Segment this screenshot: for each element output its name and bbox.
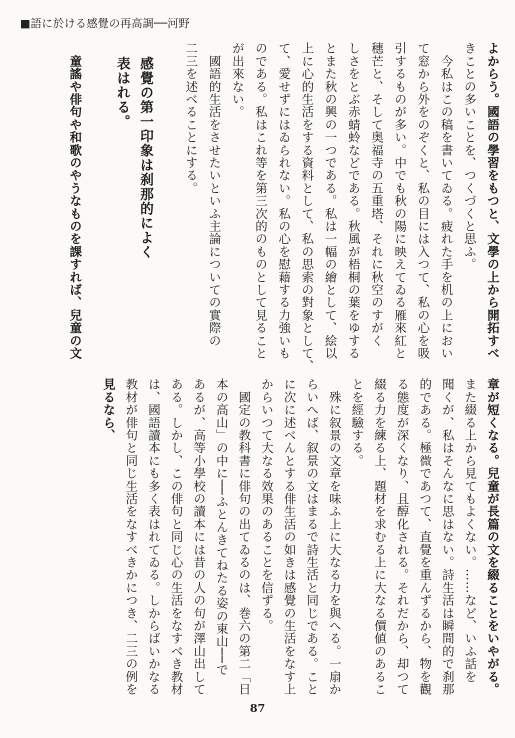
text-column: らいへば、叙景の文はまるで詩生活と同じである。こと [305, 378, 320, 696]
text-column: 引するものが多い。中でも秋の陽に映えてゐる雁來紅と [393, 42, 408, 360]
text-column: 感覺の第一印象は刹那的によく [137, 42, 153, 260]
text-column: は、國語讀本にも多く表はれてゐる。しからばいかなる [147, 378, 161, 696]
text-column: 國語的生活をさせたいといふ主論についての實際の [207, 42, 222, 347]
text-column: からいつて大なる效果のあることを信ずる。 [260, 378, 274, 632]
text-column: 章が短くなる。兒童が長篇の文を綴ることをいやがる。 [486, 378, 500, 696]
text-column: 童謠や俳句や和歌のやうなものを課すれば、兒童の文 [68, 42, 83, 360]
text-column: 見るなら、 [101, 378, 116, 442]
text-column: ある。しかし、この俳句と同じ心の生活をなすべき教材 [169, 378, 184, 696]
text-column: て窓から外をのぞくと、私の目には入つて、私の心を吸 [416, 42, 431, 360]
text-column: る態度が深くなり、且醇化される。それだから、却つて [395, 378, 410, 696]
text-column: 的である。極微であつて、直覺を重んずるから、物を觀 [418, 378, 433, 696]
running-header: ■語に於ける感覺の再高調──河野 [20, 17, 190, 30]
text-column: また綴る上から見てもよくない。……など、いふ話を [463, 378, 478, 683]
text-column: て、愛せずにはゐられない。私の心を慰藉する力強いも [277, 42, 292, 360]
text-column: 表はれる。 [113, 42, 130, 129]
text-column: のである。私はこれ等を第三次的のものとして見ること [254, 42, 268, 360]
text-column: しさをとぶ赤蜻蛉などである。秋風が梧桐の葉をゆする [346, 42, 361, 360]
text-column: が出來ない。 [230, 42, 245, 119]
text-column: よからう。國語の學習をもつと、文學の上から開拓すべ [486, 42, 500, 360]
text-column: とを經驗する。 [350, 378, 365, 467]
text-column: 本の高山」の中に──ふとんきてねたる姿の東山──で [214, 378, 229, 677]
text-column: きことの多いことを、つくづくと思ふ。 [462, 42, 477, 271]
text-column: 今私はこの稿を書いてゐる。疲れた手を机の上におい [439, 42, 454, 360]
text-column: に次に述べんとする俳生活の如きは感覺の生活をなす上 [282, 378, 297, 696]
text-column: 聞くが、私はそんなに思はない。詩生活は瞬間的で刹那 [440, 378, 455, 696]
text-column: 教材が俳句と同じ生活をなすべきかにつき、二三の例を [124, 378, 139, 696]
text-column: 殊に叙景の文章を味ふ上に大なる力を與へる。一扇か [327, 378, 342, 696]
text-column: 穗芒と、そして奥福寺の五重塔、それに秋空のすがく [370, 42, 384, 347]
text-column: 上に心的生活をする資料として、私の思索の對象として、 [300, 42, 315, 373]
text-column: 綴る力を練る上、題材を求むる上に大なる價値のあるこ [373, 378, 387, 696]
text-column: 國定の教科書に俳句の出てゐるのは、巻六の第二「日 [237, 378, 252, 696]
text-column: とまた秋の興の一つである。私は一幅の繪として、絵以 [323, 42, 338, 360]
text-column: 二三を述べることにする。 [184, 42, 199, 195]
page-number: 87 [249, 702, 266, 715]
text-column: あるが、高等小學校の讀本には昔の人の句が澤山出して [192, 378, 207, 696]
